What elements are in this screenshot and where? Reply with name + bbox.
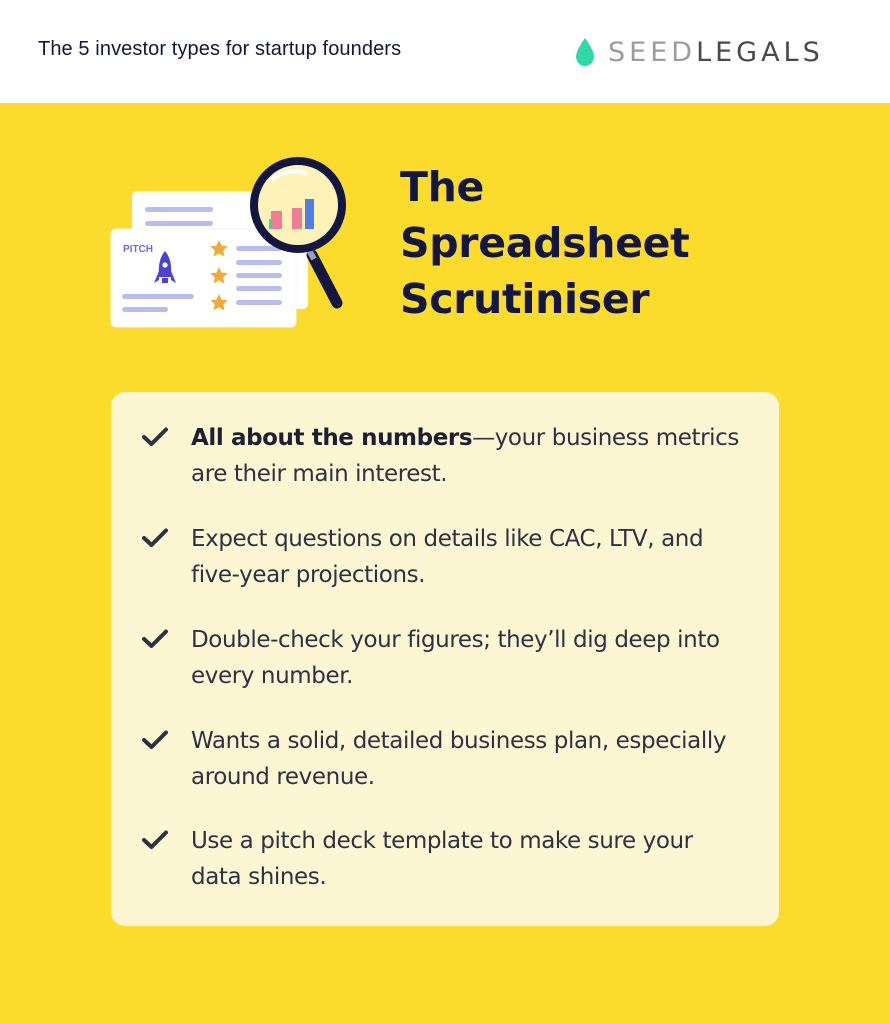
pitch-label: PITCH — [123, 244, 153, 255]
points-card — [111, 392, 779, 926]
title-line-3: Scrutiniser — [400, 275, 650, 323]
checkmark-icon — [141, 426, 169, 448]
checkmark-icon — [141, 527, 169, 549]
title-line-1: The — [400, 163, 485, 211]
seedlegals-logo[interactable] — [574, 34, 824, 70]
list-item — [141, 420, 741, 492]
droplet-icon — [574, 37, 596, 67]
header-title: The 5 investor types for startup founders — [38, 38, 402, 60]
point-text: All about the numbers—your business metrics are their main interest. — [191, 425, 739, 487]
point-text: Use a pitch deck template to make sure your data shines. — [191, 828, 693, 890]
header-bar — [0, 0, 890, 103]
pitch-deck-illustration — [108, 153, 358, 333]
checkmark-icon — [141, 829, 169, 851]
point-text: Wants a solid, detailed business plan, especially around revenue. — [191, 728, 727, 790]
list-item — [141, 622, 741, 694]
logo-legals-text: LEGALS — [696, 36, 824, 68]
checkmark-icon — [141, 628, 169, 650]
logo-wordmark — [608, 37, 824, 68]
point-text: Double-check your figures; they’ll dig deep into every number. — [191, 627, 720, 689]
content-panel — [0, 103, 890, 1024]
logo-seed-text: SEED — [608, 36, 697, 68]
checkmark-icon — [141, 729, 169, 751]
point-text: Expect questions on details like CAC, LTV, and five-year projections. — [191, 526, 704, 588]
page-title — [400, 159, 689, 327]
list-item — [141, 823, 741, 895]
list-item — [141, 521, 741, 593]
title-line-2: Spreadsheet — [400, 219, 690, 267]
point-bold: All about the numbers — [191, 425, 473, 451]
list-item — [141, 723, 741, 795]
